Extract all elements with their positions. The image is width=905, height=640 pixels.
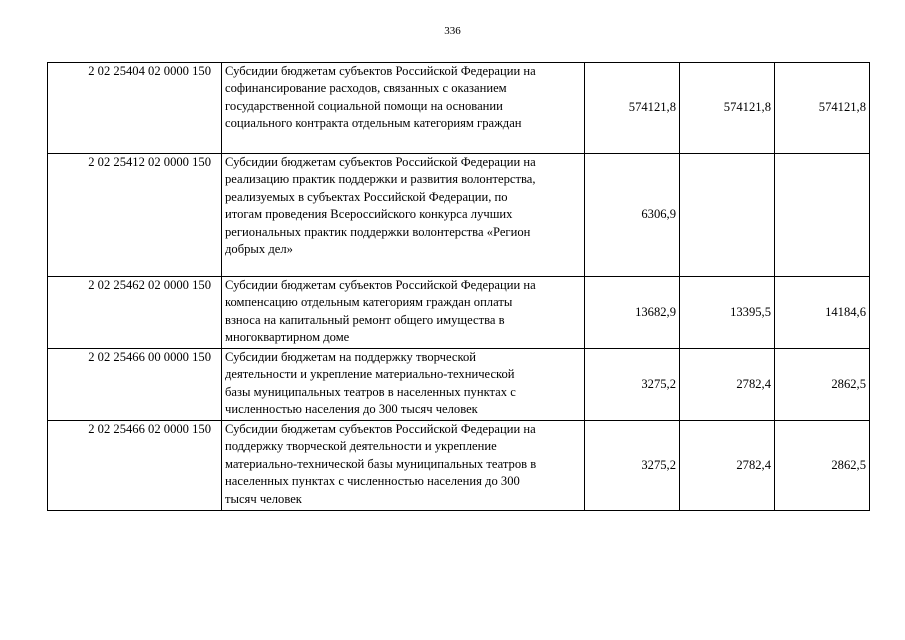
amount-cell-year-2: 2782,4	[680, 421, 775, 511]
description-cell: Субсидии бюджетам на поддержку творческой деятельности и укрепление материально-технической базы муниципальных театров в населенных пунктах с численностью населения до 300 тысяч человек	[222, 349, 585, 421]
budget-code-cell: 2 02 25412 02 0000 150	[48, 154, 222, 277]
table-row	[48, 154, 870, 277]
amount-cell-year-2: 574121,8	[680, 63, 775, 154]
budget-code-cell: 2 02 25404 02 0000 150	[48, 63, 222, 154]
amount-cell-year-3: 14184,6	[775, 277, 870, 349]
budget-revenue-table	[47, 62, 870, 511]
table-row	[48, 63, 870, 154]
description-cell: Субсидии бюджетам субъектов Российской Федерации на поддержку творческой деятельности и укрепление материально-технической базы муниципальных театров в населенных пунктах с численностью населения до 300 тысяч человек	[222, 421, 585, 511]
description-cell: Субсидии бюджетам субъектов Российской Федерации на софинансирование расходов, связанных с оказанием государственной социальной помощи на основании социального контракта отдельным категориям граждан	[222, 63, 585, 154]
amount-cell-year-2: 2782,4	[680, 349, 775, 421]
budget-code-cell: 2 02 25466 02 0000 150	[48, 421, 222, 511]
amount-cell-year-1: 574121,8	[585, 63, 680, 154]
table-row	[48, 349, 870, 421]
amount-cell-year-1: 13682,9	[585, 277, 680, 349]
amount-cell-year-2	[680, 154, 775, 277]
amount-cell-year-3	[775, 154, 870, 277]
amount-cell-year-3: 574121,8	[775, 63, 870, 154]
amount-cell-year-2: 13395,5	[680, 277, 775, 349]
amount-cell-year-1: 3275,2	[585, 349, 680, 421]
description-cell: Субсидии бюджетам субъектов Российской Федерации на компенсацию отдельным категориям граждан оплаты взноса на капитальный ремонт общего имущества в многоквартирном доме	[222, 277, 585, 349]
description-cell: Субсидии бюджетам субъектов Российской Федерации на реализацию практик поддержки и развития волонтерства, реализуемых в субъектах Российской Федерации, по итогам проведения Всероссийского конкурса лучших региональных практик поддержки волонтерства «Регион добрых дел»	[222, 154, 585, 277]
budget-code-cell: 2 02 25462 02 0000 150	[48, 277, 222, 349]
amount-cell-year-1: 3275,2	[585, 421, 680, 511]
budget-code-cell: 2 02 25466 00 0000 150	[48, 349, 222, 421]
table-row	[48, 277, 870, 349]
table-row	[48, 421, 870, 511]
amount-cell-year-3: 2862,5	[775, 421, 870, 511]
page-number: 336	[444, 25, 461, 37]
amount-cell-year-3: 2862,5	[775, 349, 870, 421]
amount-cell-year-1: 6306,9	[585, 154, 680, 277]
